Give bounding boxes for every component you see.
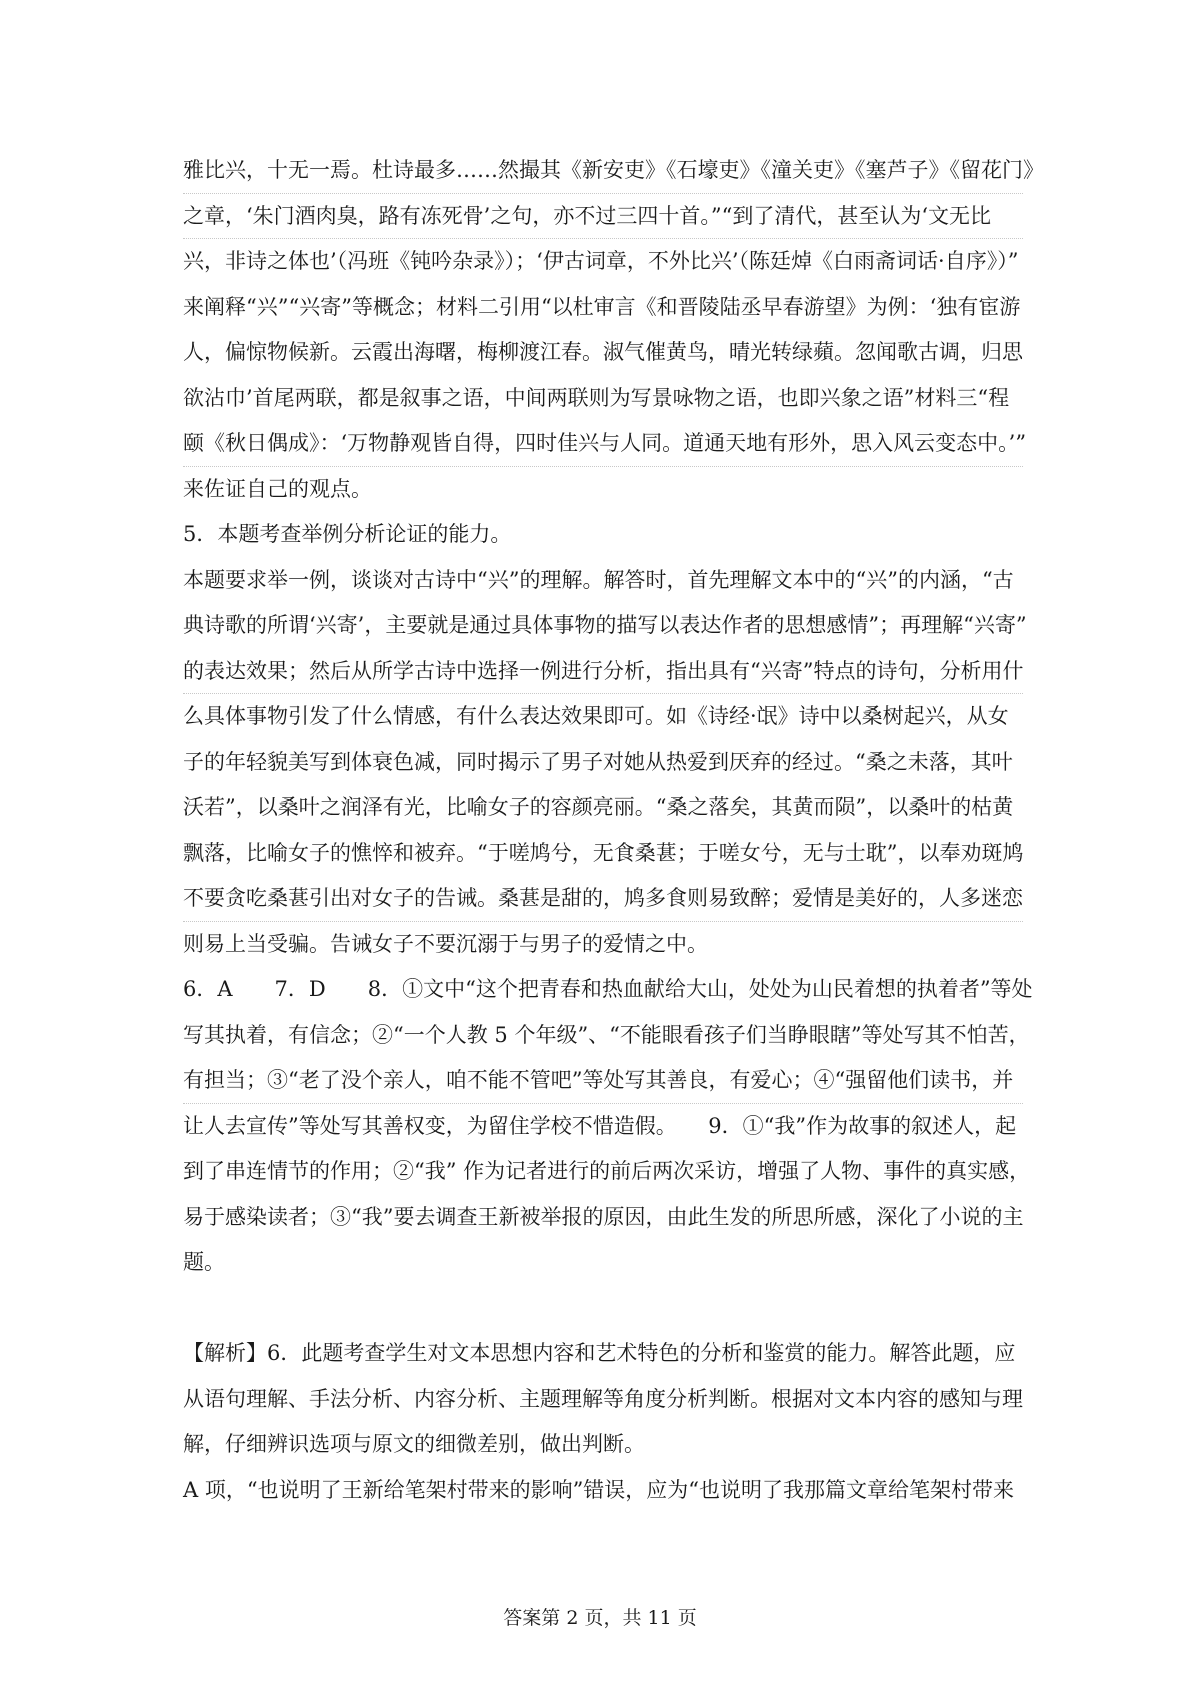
text-line: 么具体事物引发了什么情感，有什么表达效果即可。如《诗经·氓》诗中以桑树起兴，从女 <box>183 704 1009 728</box>
text-line: 6．A 7．D 8．①文中“这个把青春和热血献给大山，处处为山民着想的执着者”等处 <box>183 977 1033 1001</box>
text-line: 沃若”，以桑叶之润泽有光，比喻女子的容颜亮丽。“桑之落矣，其黄而陨”，以桑叶的枯黄 <box>183 795 1014 819</box>
text-line: 的表达效果；然后从所学古诗中选择一例进行分析，指出具有“兴寄”特点的诗句，分析用什 <box>183 649 1023 695</box>
blank-line <box>183 1286 1023 1332</box>
page-footer: 答案第 2 页，共 11 页 <box>503 1607 697 1629</box>
text-line: 人，偏惊物候新。云霞出海曙，梅柳渡江春。淑气催黄鸟，晴光转绿蘋。忽闻歌古调，归思 <box>183 340 1023 364</box>
text-line: 到了串连情节的作用；②“我” 作为记者进行的前后两次采访，增强了人物、事件的真实感， <box>183 1159 1031 1183</box>
text-line: 题。 <box>183 1250 225 1274</box>
text-line: 来阐释“兴”“兴寄”等概念；材料二引用“以杜审言《和晋陵陆丞早春游望》为例：‘独有宦游 <box>183 294 1021 319</box>
text-line: 飘落，比喻女子的憔悴和被弃。“于嗟鸠兮，无食桑葚；于嗟女兮，无与士耽”，以奉劝斑鸠 <box>183 840 1024 865</box>
text-line: 不要贪吃桑葚引出对女子的告诫。桑葚是甜的，鸠多食则易致醉；爱情是美好的，人多迷恋 <box>183 876 1023 922</box>
text-line: 子的年轻貌美写到体衰色减，同时揭示了男子对她从热爱到厌弃的经过。“桑之未落，其叶 <box>183 749 1013 774</box>
text-line: A 项，“也说明了王新给笔架村带来的影响”错误，应为“也说明了我那篇文章给笔架村带来 <box>183 1477 1015 1502</box>
text-line: 解，仔细辨识选项与原文的细微差别，做出判断。 <box>183 1432 645 1456</box>
text-line: 易于感染读者；③“我”要去调查王新被举报的原因，由此生发的所思所感，深化了小说的主 <box>183 1204 1024 1229</box>
text-line: 颐《秋日偶成》：‘万物静观皆自得，四时佳兴与人同。道通天地有形外，思入风云变态中。’” <box>183 421 1023 467</box>
text-line: 从语句理解、手法分析、内容分析、主题理解等角度分析判断。根据对文本内容的感知与理 <box>183 1386 1023 1411</box>
text-line: 典诗歌的所谓‘兴寄’，主要就是通过具体事物的描写以表达作者的思想感情”；再理解“兴寄” <box>183 613 1027 637</box>
text-line: 之章，‘朱门酒肉臭，路有冻死骨’之句，亦不过三四十首。”“到了清代，甚至认为‘文无比 <box>183 194 1023 240</box>
text-line: 兴，非诗之体也’（冯班《钝吟杂录》）；‘伊古词章，不外比兴’（陈廷焯《白雨斋词话·自序》）” <box>183 249 1019 273</box>
text-line: 5．本题考查举例分析论证的能力。 <box>183 522 512 546</box>
text-line: 欲沾巾’首尾两联，都是叙事之语，中间两联则为写景咏物之语，也即兴象之语”材料三“程 <box>183 385 1010 410</box>
text-line: 让人去宣传”等处写其善权变，为留住学校不惜造假。 9．①“我”作为故事的叙述人，起 <box>183 1113 1017 1138</box>
text-line: 本题要求举一例，谈谈对古诗中“兴”的理解。解答时，首先理解文本中的“兴”的内涵，“古 <box>183 567 1014 592</box>
text-line: 【解析】6．此题考查学生对文本思想内容和艺术特色的分析和鉴赏的能力。解答此题，应 <box>183 1341 1016 1365</box>
text-line: 来佐证自己的观点。 <box>183 476 372 501</box>
text-line: 写其执着，有信念；②“一个人教 5 个年级”、“不能眼看孩子们当睁眼瞎”等处写其不怕苦， <box>183 1022 1030 1047</box>
answer-text-body <box>183 148 1044 1513</box>
text-line: 则易上当受骗。告诫女子不要沉溺于与男子的爱情之中。 <box>183 931 708 956</box>
text-line: 雅比兴，十无一焉。杜诗最多……然撮其《新安吏》《石壕吏》《潼关吏》《塞芦子》《留花门》 <box>183 148 1023 194</box>
text-line: 有担当；③“老了没个亲人，咱不能不管吧”等处写其善良，有爱心；④“强留他们读书，并 <box>183 1058 1023 1104</box>
